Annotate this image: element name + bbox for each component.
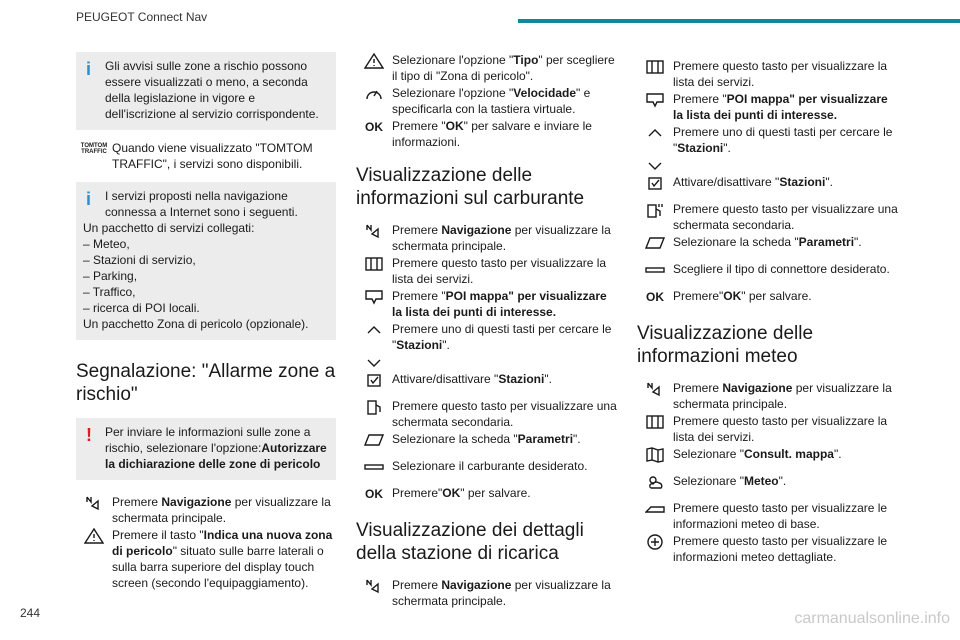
weather-step-map: Selezionare "Consult. mappa". bbox=[637, 446, 899, 462]
list-bar-icon bbox=[637, 261, 673, 277]
navigation-icon bbox=[356, 577, 392, 593]
ok-icon: OK bbox=[365, 120, 383, 134]
fuel-step-tab: Selezionare la scheda "Parametri". bbox=[356, 431, 618, 447]
charging-station-icon bbox=[637, 201, 673, 217]
weather-step-services: Premere questo tasto per visualizzare la lista dei servizi. bbox=[637, 413, 899, 445]
section-heading-weather: Visualizzazione delle informazioni meteo bbox=[637, 323, 814, 367]
note-item: – Stazioni di servizio, bbox=[83, 253, 196, 267]
weather-icon bbox=[637, 473, 673, 489]
charge-step-toggle: Attivare/disattivare "Stazioni". bbox=[637, 174, 899, 190]
warning-text: Per inviare le informazioni sulle zone a rischio, selezionare l'opzione: bbox=[105, 425, 311, 455]
weather-step-detailed: Premere questo tasto per visualizzare le informazioni meteo dettagliate. bbox=[637, 533, 899, 565]
list-bar-icon bbox=[356, 458, 392, 474]
weather-step-basic: Premere questo tasto per visualizzare le informazioni meteo di base. bbox=[637, 500, 899, 532]
weather-step-navigation: Premere Navigazione per visualizzare la schermata principale. bbox=[637, 380, 899, 412]
section-heading-charging: Visualizzazione dei dettagli della stazione di ricarica bbox=[356, 520, 584, 564]
poi-map-icon bbox=[356, 288, 392, 304]
section-heading-fuel: Visualizzazione delle informazioni sul carburante bbox=[356, 165, 585, 209]
charge-step-tab: Selezionare la scheda "Parametri". bbox=[637, 234, 899, 250]
step-ok-send: OK Premere "OK" per salvare e inviare le informazioni. bbox=[356, 118, 618, 150]
charge-step-secondary: Premere questo tasto per visualizzare una schermata secondaria. bbox=[637, 201, 899, 233]
navigation-icon bbox=[76, 494, 112, 510]
note-item: – Parking, bbox=[83, 269, 138, 283]
fuel-step-spacer bbox=[356, 354, 618, 370]
note-intro: I servizi proposti nella navigazione connessa a Internet sono i seguenti. bbox=[105, 189, 298, 219]
chevron-down-icon bbox=[637, 157, 673, 173]
chevron-down-icon bbox=[356, 354, 392, 370]
fuel-step-poi: Premere "POI mappa" per visualizzare la lista dei punti di interesse. bbox=[356, 288, 618, 320]
info-note-zones bbox=[76, 52, 336, 130]
page-header-title: PEUGEOT Connect Nav bbox=[76, 10, 208, 24]
plus-circle-icon bbox=[637, 533, 673, 549]
fuel-step-arrows: Premere uno di questi tasti per cercare le "Stazioni". bbox=[356, 321, 618, 353]
fuel-step-secondary: Premere questo tasto per visualizzare una schermata secondaria. bbox=[356, 398, 618, 430]
tomtom-traffic-icon: TOMTOM TRAFFIC bbox=[80, 143, 108, 155]
poi-map-icon bbox=[637, 91, 673, 107]
info-note-services bbox=[76, 182, 336, 340]
warning-note bbox=[76, 418, 336, 480]
fuel-step-select: Selezionare il carburante desiderato. bbox=[356, 458, 618, 474]
charge-step-poi: Premere "POI mappa" per visualizzare la lista dei punti di interesse. bbox=[637, 91, 899, 123]
note-item: – Traffico, bbox=[83, 285, 136, 299]
page-number: 244 bbox=[20, 606, 41, 620]
warning-option: Autorizzare la dichiarazione delle zone di pericolo bbox=[105, 441, 327, 471]
tab-icon bbox=[356, 431, 392, 447]
note-text: Gli avvisi sulle zone a rischio possono essere visualizzati o meno, a seconda della legislazione in vigore e dell'iscrizione al servizio corrispondente. bbox=[105, 59, 319, 121]
note-item: – Meteo, bbox=[83, 237, 130, 251]
chevron-up-icon bbox=[637, 124, 673, 140]
note-pack2: Un pacchetto Zona di pericolo (opzionale). bbox=[83, 317, 309, 331]
map-icon bbox=[637, 446, 673, 462]
charge-step-services: Premere questo tasto per visualizzare la lista dei servizi. bbox=[637, 58, 899, 90]
watermark: carmanualsonline.info bbox=[794, 610, 950, 627]
charge-step-spacer bbox=[637, 157, 899, 173]
speedometer-icon bbox=[356, 85, 392, 101]
services-apps-icon bbox=[637, 413, 673, 429]
chevron-up-icon bbox=[356, 321, 392, 337]
navigation-icon bbox=[356, 222, 392, 238]
charge-step-connector: Scegliere il tipo di connettore desiderato. bbox=[637, 261, 899, 277]
fuel-step-services: Premere questo tasto per visualizzare la lista dei servizi. bbox=[356, 255, 618, 287]
note-pack: Un pacchetto di servizi collegati: bbox=[83, 221, 255, 235]
charging-step-navigation: Premere Navigazione per visualizzare la schermata principale. bbox=[356, 577, 618, 609]
step-danger-zone: Premere il tasto "Indica una nuova zona di pericolo" situato sulle barre laterali o sulla barra superiore del display touch screen (secondo l'equipaggiamento). bbox=[76, 527, 336, 591]
note-item: – ricerca di POI locali. bbox=[83, 301, 200, 315]
fuel-step-ok: OK Premere"OK" per salvare. bbox=[356, 485, 618, 501]
charge-step-arrows: Premere uno di questi tasti per cercare le "Stazioni". bbox=[637, 124, 899, 156]
column-3 bbox=[637, 58, 899, 566]
services-apps-icon bbox=[637, 58, 673, 74]
warning-exclamation-icon: ! bbox=[86, 425, 92, 445]
info-icon: i bbox=[86, 189, 92, 209]
step-type: Selezionare l'opzione "Tipo" per scegliere il tipo di "Zona di pericolo". bbox=[356, 52, 618, 84]
ok-icon: OK bbox=[365, 487, 383, 501]
checkbox-icon bbox=[356, 371, 392, 387]
info-icon: i bbox=[86, 59, 92, 79]
step-speed: Selezionare l'opzione "Velocidade" e specificarla con la tastiera virtuale. bbox=[356, 85, 618, 117]
tomtom-text: Quando viene visualizzato "TOMTOM TRAFFIC", i servizi sono disponibili. bbox=[112, 141, 313, 171]
checkbox-icon bbox=[637, 174, 673, 190]
tab-icon bbox=[637, 234, 673, 250]
section-heading-alarm: Segnalazione: "Allarme zone a rischio" bbox=[76, 361, 336, 405]
column-2 bbox=[356, 52, 618, 610]
weather-step-meteo: Selezionare "Meteo". bbox=[637, 473, 899, 489]
tomtom-step bbox=[76, 140, 336, 172]
header-accent-bar bbox=[518, 19, 960, 23]
charge-step-ok: OK Premere"OK" per salvare. bbox=[637, 288, 899, 304]
ok-icon: OK bbox=[646, 290, 664, 304]
fuel-pump-icon bbox=[356, 398, 392, 414]
navigation-icon bbox=[637, 380, 673, 396]
warning-triangle-icon bbox=[356, 52, 392, 68]
services-apps-icon bbox=[356, 255, 392, 271]
warning-triangle-icon bbox=[76, 527, 112, 543]
step-navigation: Premere Navigazione per visualizzare la schermata principale. bbox=[76, 494, 336, 526]
weather-basic-icon bbox=[637, 500, 673, 516]
fuel-step-navigation: Premere Navigazione per visualizzare la schermata principale. bbox=[356, 222, 618, 254]
fuel-step-toggle: Attivare/disattivare "Stazioni". bbox=[356, 371, 618, 387]
column-1 bbox=[76, 52, 336, 592]
